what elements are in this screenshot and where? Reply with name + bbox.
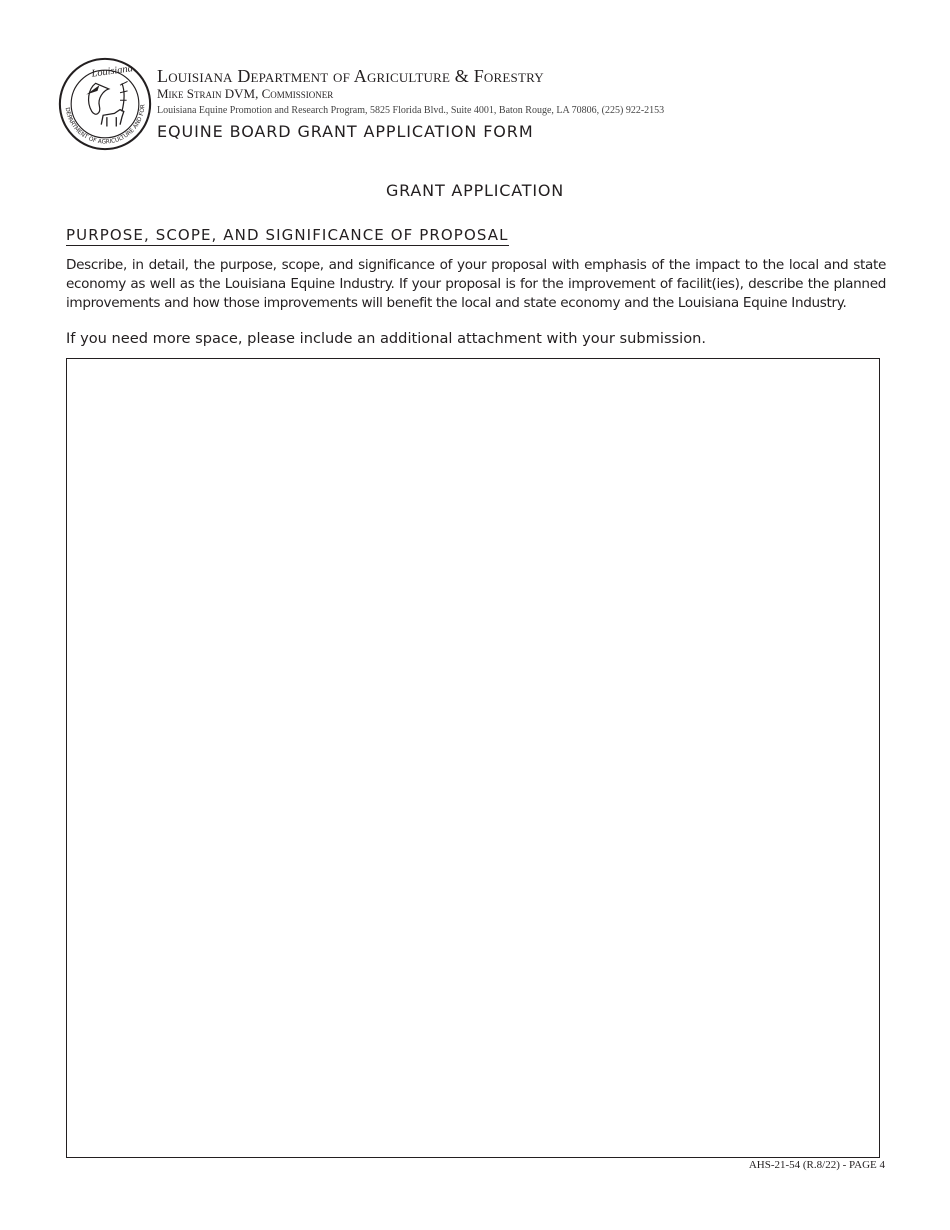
svg-text:Louisiana: Louisiana (90, 63, 134, 80)
program-address-line: Louisiana Equine Promotion and Research Program, 5825 Florida Blvd., Suite 4001, Baton Rouge, LA 70806, (225) 922-2153 (157, 105, 665, 116)
section-title: PURPOSE, SCOPE, AND SIGNIFICANCE OF PROPOSAL (66, 226, 509, 244)
form-title: EQUINE BOARD GRANT APPLICATION FORM (157, 122, 534, 141)
svg-text:DEPARTMENT OF AGRICULTURE AND: DEPARTMENT OF AGRICULTURE AND FOR (63, 104, 147, 146)
commissioner-name: Mike Strain DVM, Commissioner (157, 86, 334, 101)
department-seal-logo (58, 57, 152, 151)
department-name: Louisiana Department of Agriculture & Forestry (157, 66, 544, 86)
section-instructions: Describe, in detail, the purpose, scope, and significance of your proposal with emphasis of the impact to the local and state economy as well as the Louisiana Equine Industry. If your proposal is for the improvement of facilit(ies), describe the planned improvements and how those improvements will benefit the local and state economy and the Louisiana Equine Industry. (66, 257, 886, 311)
additional-space-note: If you need more space, please include an additional attachment with your submission. (66, 330, 707, 347)
form-number-footer: AHS-21-54 (R.8/22) - PAGE 4 (748, 1159, 885, 1171)
proposal-response-field[interactable] (66, 358, 880, 1158)
page-title: GRANT APPLICATION (385, 181, 565, 200)
